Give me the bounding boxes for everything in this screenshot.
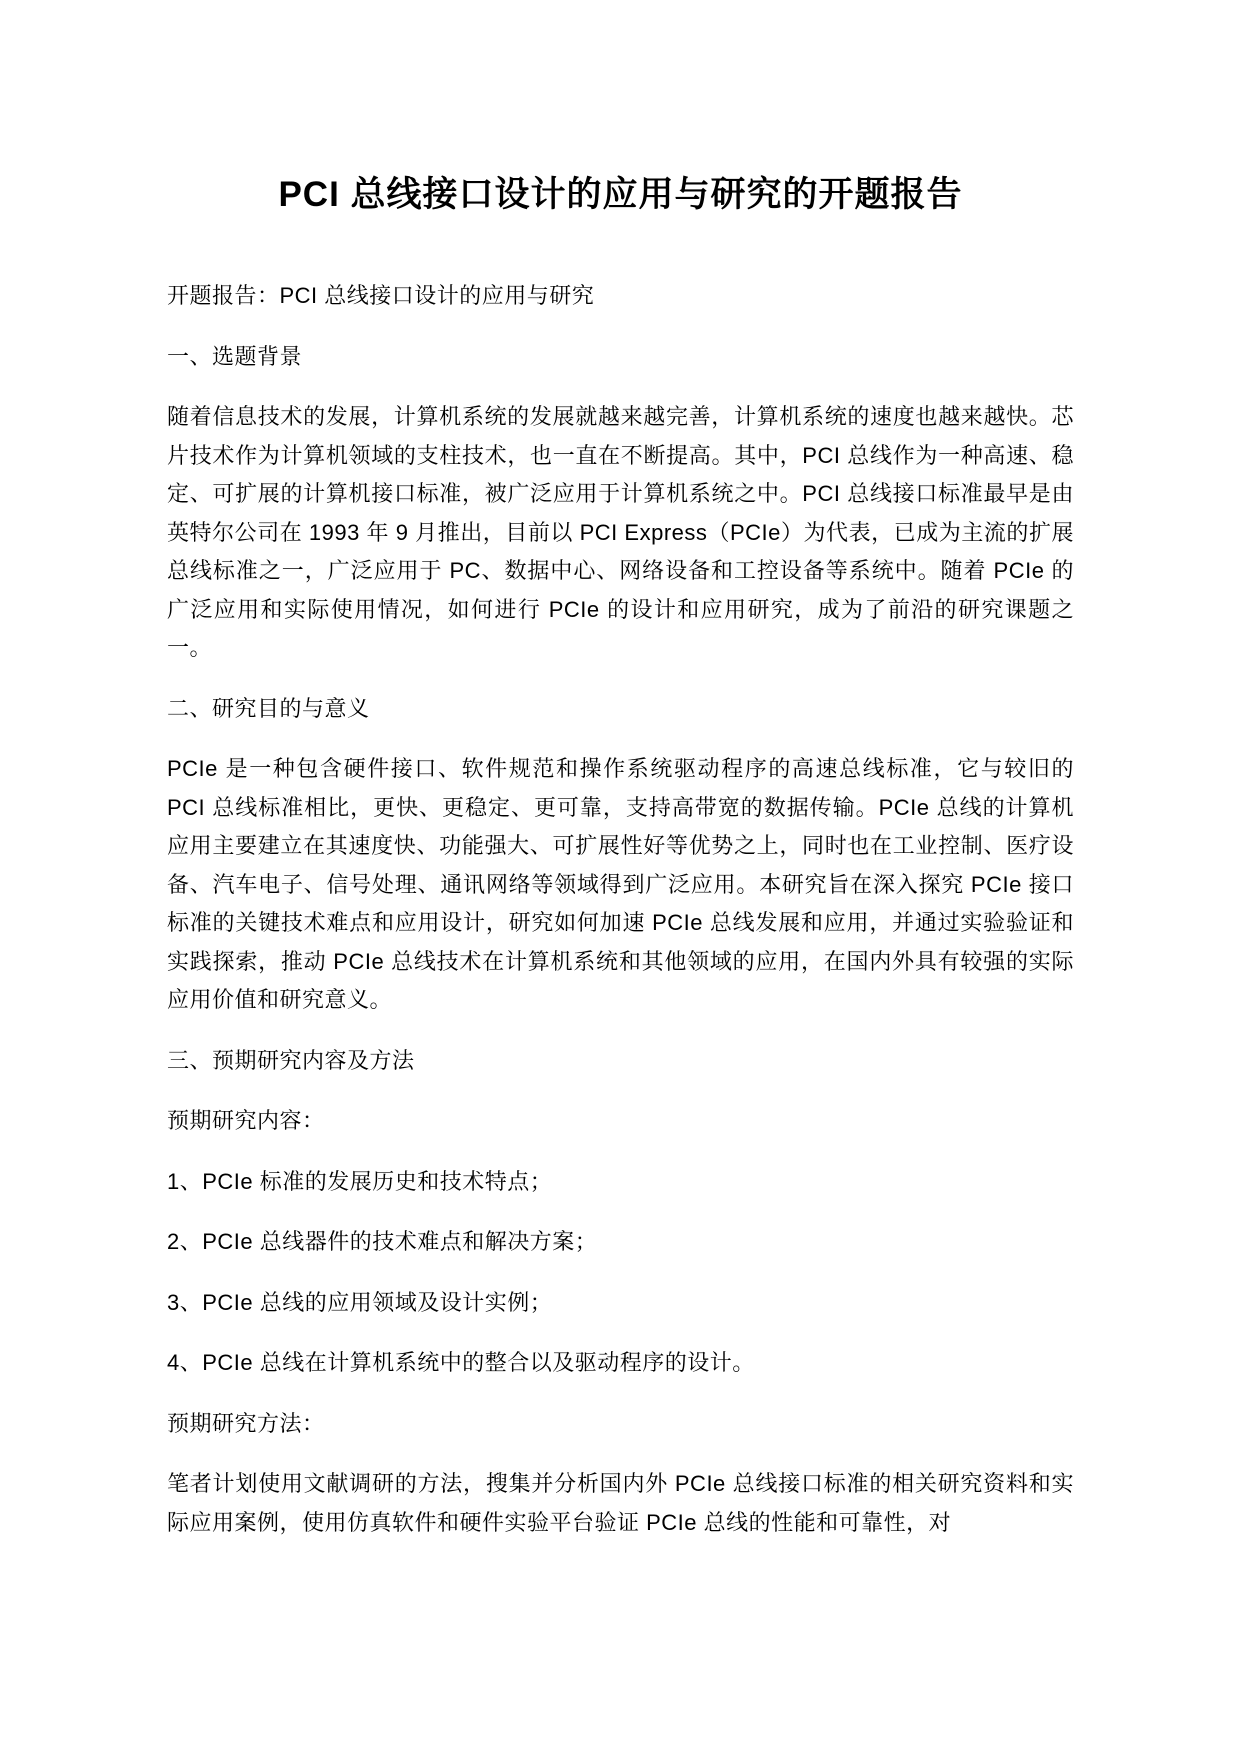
section-heading-content-methods: 三、预期研究内容及方法 xyxy=(167,1047,415,1073)
report-subject-line: 开题报告：PCI 总线接口设计的应用与研究 xyxy=(167,283,595,308)
paragraph-purpose: PCIe 是一种包含硬件接口、软件规范和操作系统驱动程序的高速总线标准，它与较旧的 PCI 总线标准相比，更快、更稳定、更可靠，支持高带宽的数据传输。PCIe 总线的计算机应用主要建立在其速度快、功能强大、可扩展性好等优势之上，同时也在工业控制、医疗设备、汽车电子、信号处理、通讯网络等领域得到广泛应用。本研究旨在深入探究 PCIe 接口标准的关键技术难点和应用设计，研究如何加速 PCIe 总线发展和应用，并通过实验验证和实践探索，推动 PCIe 总线技术在计算机系统和其他领域的应用，在国内外具有较强的实际应用价值和研究意义。 xyxy=(167,756,1074,1012)
section-heading-background: 一、选题背景 xyxy=(167,343,303,369)
research-content-item-1: 1、PCIe 标准的发展历史和技术特点； xyxy=(167,1168,553,1194)
section-heading-purpose: 二、研究目的与意义 xyxy=(167,695,370,721)
paragraph-background: 随着信息技术的发展，计算机系统的发展就越来越完善，计算机系统的速度也越来越快。芯片技术作为计算机领域的支柱技术，也一直在不断提高。其中，PCI 总线作为一种高速、稳定、可扩展的计算机接口标准，被广泛应用于计算机系统之中。PCI 总线接口标准最早是由英特尔公司在 1993 年 9 月推出，目前以 PCI Express（PCIe）为代表，已成为主流的扩展总线标准之一，广泛应用于 PC、数据中心、网络设备和工控设备等系统中。随着 PCIe 的广泛应用和实际使用情况，如何进行 PCIe 的设计和应用研究，成为了前沿的研究课题之一。 xyxy=(167,404,1074,660)
research-content-item-4: 4、PCIe 总线在计算机系统中的整合以及驱动程序的设计。 xyxy=(167,1350,755,1375)
document-title: PCI 总线接口设计的应用与研究的开题报告 xyxy=(278,175,963,214)
expected-content-label: 预期研究内容： xyxy=(167,1108,325,1133)
paragraph-methods: 笔者计划使用文献调研的方法，搜集并分析国内外 PCIe 总线接口标准的相关研究资料和实际应用案例，使用仿真软件和硬件实验平台验证 PCIe 总线的性能和可靠性，对 xyxy=(167,1471,1074,1535)
research-content-item-3: 3、PCIe 总线的应用领域及设计实例； xyxy=(167,1289,553,1315)
expected-methods-label: 预期研究方法： xyxy=(167,1410,325,1436)
research-content-item-2: 2、PCIe 总线器件的技术难点和解决方案； xyxy=(167,1229,598,1254)
